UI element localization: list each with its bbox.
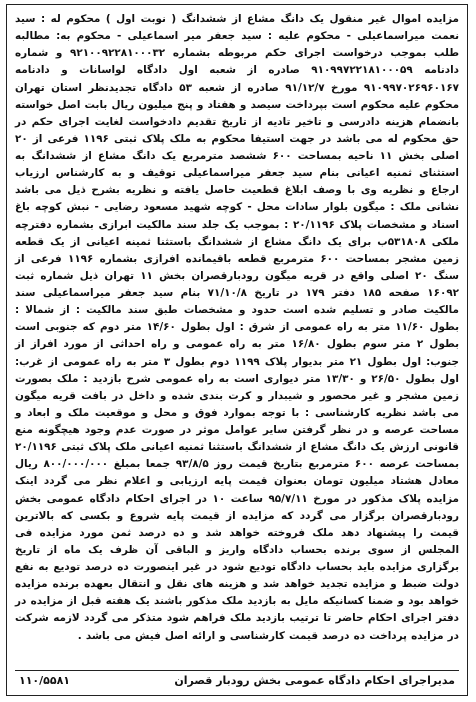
notice-footer	[15, 670, 459, 689]
notice-paragraph: مزایده اموال غیر منقول یک دانگ مشاع از ششدانگ ( نوبت اول ) محکوم له : سید نعمت میراسماعیلی - محکوم علیه : سید جعفر میر اسماعیلی - محکوم به: مطالبه طلب بموجب درخواست اجرای حکم مربوطه بشماره ۹۲۱۰۰۹۲۲۸۱۰۰۰۳۲ و شماره دادنامه ۹۱۰۹۹۷۲۲۱۸۱۰۰۰۵۹ صادره از شعبه اول دادگاه لواسانات و دادنامه ۹۱۰۹۹۷۰۲۶۹۶۰۱۶۷ مورخ ۹۱/۱۲/۷ صادره از شعبه ۵۳ دادگاه تجدیدنظر استان تهران محکوم علیه محکوم است بپرداخت سیصد و هفتاد و پنج میلیون ریال بابت اصل خواسته بانضمام هزینه دادرسی و تاخیر تادیه از تاریخ تقدیم دادخواست لغایت اجرای حکم در حق محکوم له می باشد در جهت استیفا محکوم به ملک پلاک ثبتی ۱۱۹۶ فرعی از ۲۰ اصلی بخش ۱۱ ناحیه بمساحت ۶۰۰ ششصد مترمربع یک دانگ مشاع از ششدانگ به استثنای ثمنیه اعیانی بنام سید جعفر میراسماعیلی توقیف و به کارشناس ارزیاب ارجاع و نظریه وی با وصف ابلاغ قطعیت حاصل یافته و نظریه بشرح ذیل می باشد نشانی ملک : میگون بلوار سادات محل - کوچه شهید مسعود رضایی - نبش کوچه باغ اسناد و مشخصات پلاک ۲۰/۱۱۹۶ : بموجب یک جلد سند مالکیت ابرازی بشماره دفترچه ملکی ۵۳۱۸۰۸ب برای یک دانگ مشاع از ششدانگ باستثنا ثمینه اعیانی از یک قطعه زمین مشجر بمساحت ۶۰۰ مترمربع قطعه باقیمانده افرازی بشماره ۱۱۹۶ فرعی از سنگ ۲۰ اصلی واقع در قریه میگون رودبارقصران بخش ۱۱ تهران ذیل شماره ثبت ۱۶۰۹۲ صفحه ۱۸۵ دفتر ۱۷۹ در تاریخ ۷۱/۱۰/۸ بنام سید جعفر میراسماعیلی سند مالکیت صادر و تسلیم شده است حدود و مشخصات طبق سند مالکیت : از شمالا : بطول ۱۱/۶۰ متر به راه عمومی از شرق : اول بطول ۱۴/۶۰ متر دوم که جنوبی است بطول ۲ متر سوم بطول ۱۶/۸۰ متر به راه عمومی و راه احداثی از مورد افراز از جنوب: اول بطول ۲۱ متر بدیوار پلاک ۱۱۹۹ دوم بطول ۳ متر به راه عمومی از غرب: اول بطول ۲۶/۵۰ و ۱۳/۳۰ متر دیواری است به راه عمومی شرح بازدید : ملک بصورت زمین مشجر و غیر محصور و شیبدار و کرت بندی شده و داخل در بافت قریه میگون می باشد نظریه کارشناسی : با توجه بموارد فوق و محل و موقعیت ملک و ابعاد و مساحت عرصه و در نظر گرفتن سایر عوامل موثر در صورت عدم وجود هیچگونه منع قانونی ارزش یک دانگ مشاع از ششدانگ باستثنا ثمنیه اعیانی ملک پلاک ثبتی ۲۰/۱۱۹۶ بمساحت عرصه ۶۰۰ مترمربع بتاریخ قیمت روز ۹۳/۸/۵ جمعا بمبلغ ۸۰۰/۰۰۰/۰۰۰ ریال معادل هشتاد میلیون تومان بعنوان قیمت پایه ارزیابی و اعلام نظر می گردد اینک مزایده پلاک مذکور در مورخ ۹۵/۷/۱۱ ساعت ۱۰ در اجرای احکام دادگاه عمومی بخش رودبارقصران برگزار می گردد که مزایده از قیمت پایه شروع و بکسی که بالاترین قیمت را پیشنهاد دهد ملک فروخته خواهد شد و ده درصد ثمن مورد مزایده فی المجلس از سوی برنده بحساب دادگاه واریز و الباقی آن ظرف یک ماه از تاریخ برگزاری مزایده باید بحساب دادگاه تودیع شود در غیر اینصورت ده درصد تودیع به نفع دولت ضبط و مزایده تجدید خواهد شد و هزینه های نقل و انتقال بعهده برنده مزایده خواهد بود و ضمنا کسانیکه مایل به بازدید ملک مذکور باشند یک هفته قبل از مزایده در دفتر اجرای احکام حاضر تا ترتیب بازدید ملک فراهم شود متذکر می گردد لازمه شرکت در مزایده پرداخت ده درصد قیمت کارشناسی و ارائه اصل فیش می باشد .	[15, 13, 460, 642]
issuer-signature: مدیراجرای احکام دادگاه عمومی بخش رودبار قصران	[174, 673, 455, 687]
notice-body	[15, 11, 459, 645]
reference-number: ۱۱۰/۵۵۸۱	[19, 673, 71, 687]
legal-notice	[6, 4, 468, 696]
